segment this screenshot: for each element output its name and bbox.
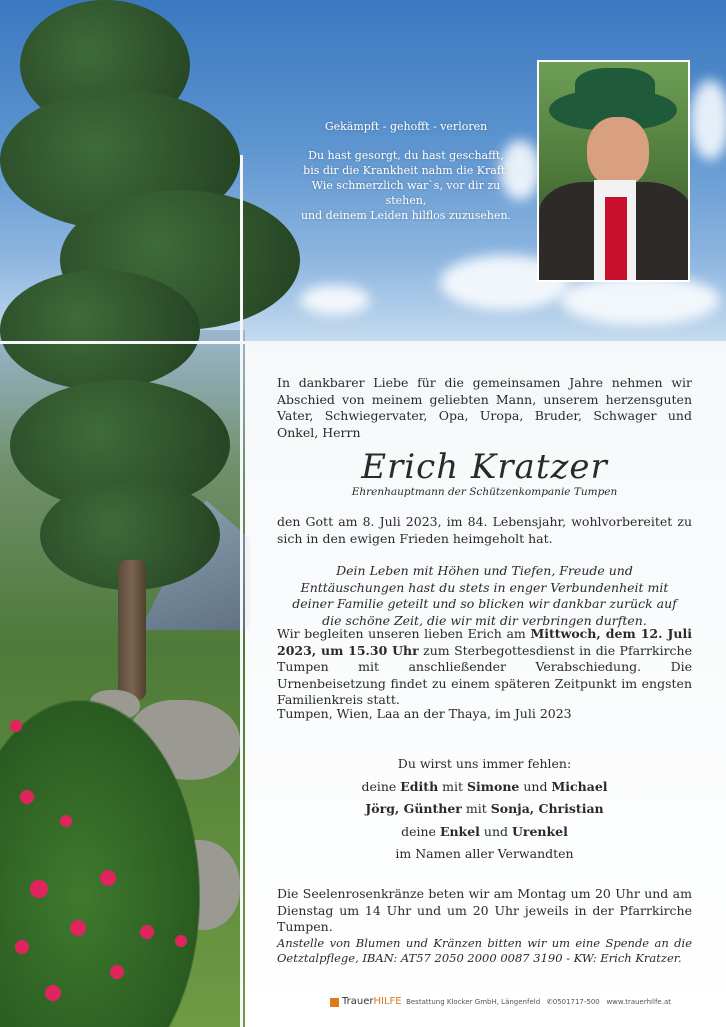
brand-text: HILFE <box>373 996 402 1007</box>
face <box>587 117 649 187</box>
mourner-name: Sonja, Christian <box>490 801 604 816</box>
text: mit <box>461 801 491 816</box>
poem <box>290 119 522 223</box>
company-name: Bestattung Klocker GmbH, Längenfeld <box>406 998 541 1006</box>
flower <box>100 870 116 886</box>
mourners-line <box>277 776 692 799</box>
mourners-line: im Namen aller Verwandten <box>395 846 574 861</box>
text: deine <box>361 778 401 794</box>
deceased-name: Erich Kratzer <box>361 447 608 487</box>
website-link[interactable]: www.trauerhilfe.at <box>606 998 671 1006</box>
place-date: Tumpen, Wien, Laa an der Thaya, im Juli 2023 <box>277 706 572 721</box>
cloud <box>300 285 370 315</box>
tree-trunk <box>118 560 146 700</box>
brand-logo <box>342 996 402 1007</box>
poem-line: Wie schmerzlich war`s, vor dir zu stehen, <box>311 179 501 207</box>
tie <box>605 197 627 282</box>
text: deine <box>401 823 440 839</box>
mourners-line <box>277 798 692 821</box>
cross-horizontal <box>0 341 726 344</box>
cloud <box>690 80 726 160</box>
rosary-info: Die Seelenrosenkränze beten wir am Montag um 20 Uhr und am Dienstag um 14 Uhr und um 20 Uhr jeweils in der Pfarrkirche Tumpen. <box>277 886 692 934</box>
flower-bush <box>0 700 200 1027</box>
intro-text: In dankbarer Liebe für die gemeinsamen Jahre nehmen wir Abschied von meinem geliebten Mann, unserem herzensguten Vater, Schwiegervater, Opa, Uropa, Bruder, Schwager und Onkel, Herrn <box>277 375 692 440</box>
deceased-title: Ehrenhauptmann der Schützenkompanie Tumpen <box>351 486 618 498</box>
cross-vertical <box>240 155 243 1027</box>
mourners-line <box>277 821 692 844</box>
mourner-name: Michael <box>551 778 608 794</box>
text: und <box>479 823 512 839</box>
flower <box>10 720 22 732</box>
flower <box>175 935 187 947</box>
flower <box>30 880 48 898</box>
flower <box>20 790 34 804</box>
mourner-name: Simone <box>467 778 520 794</box>
brand-text: Trauer <box>342 996 374 1007</box>
mourner-name: Enkel <box>439 823 480 839</box>
mourners <box>277 753 692 866</box>
funeral-text: Wir begleiten unseren lieben Erich am <box>277 626 531 641</box>
phone-number: 0501717-500 <box>552 998 600 1006</box>
flower <box>140 925 154 939</box>
footer <box>330 996 690 1007</box>
mourner-name: Edith <box>400 778 439 794</box>
poem-line: Du hast gesorgt, du hast geschafft, <box>308 149 504 162</box>
donation-info: Anstelle von Blumen und Kränzen bitten wir um eine Spende an die Oetztalpflege, IBAN: AT57 2050 2000 0087 3190 - KW: Erich Kratzer. <box>277 936 692 965</box>
portrait-photo <box>537 60 690 282</box>
poem-heading: Gekämpft - gehofft - verloren <box>324 120 488 133</box>
flower <box>15 940 29 954</box>
flower <box>110 965 124 979</box>
mourner-name: Urenkel <box>511 823 568 839</box>
text: und <box>519 778 552 794</box>
mourner-name: Jörg, Günther <box>365 801 462 816</box>
funeral-date: Mittwoch, dem 12. Juli 2023, um 15.30 Uhr <box>277 626 692 658</box>
trauerhilfe-logo-icon <box>330 998 339 1007</box>
tree-foliage <box>0 270 200 390</box>
flower <box>60 815 72 827</box>
funeral-info <box>277 626 692 709</box>
poem-line: und deinem Leiden hilflos zuzusehen. <box>300 209 512 222</box>
mourners-line: Du wirst uns immer fehlen: <box>397 756 572 771</box>
flower <box>45 985 61 1001</box>
text: mit <box>438 778 467 794</box>
cloud <box>560 275 720 325</box>
death-notice: den Gott am 8. Juli 2023, im 84. Lebensjahr, wohlvorbereitet zu sich in den ewigen Frieden heimgeholt hat. <box>277 514 692 546</box>
flower <box>70 920 86 936</box>
memorial-quote: Dein Leben mit Höhen und Tiefen, Freude und Enttäuschungen hast du stets in enger Verbundenheit mit deiner Familie geteilt und so blicken wir dankbar zurück auf die schöne Zeit, die wir mit dir verbringen durften. <box>292 563 677 628</box>
phone-icon: ✆ <box>546 998 553 1006</box>
poem-line: bis dir die Krankheit nahm die Kraft. <box>303 164 509 177</box>
funeral-text: zum Sterbegottesdienst in die Pfarrkirche Tumpen mit anschließender Verabschiedung. Die Urnenbeisetzung findet zu einem späteren Zeitpunkt im engsten Familienkreis statt. <box>277 642 692 707</box>
